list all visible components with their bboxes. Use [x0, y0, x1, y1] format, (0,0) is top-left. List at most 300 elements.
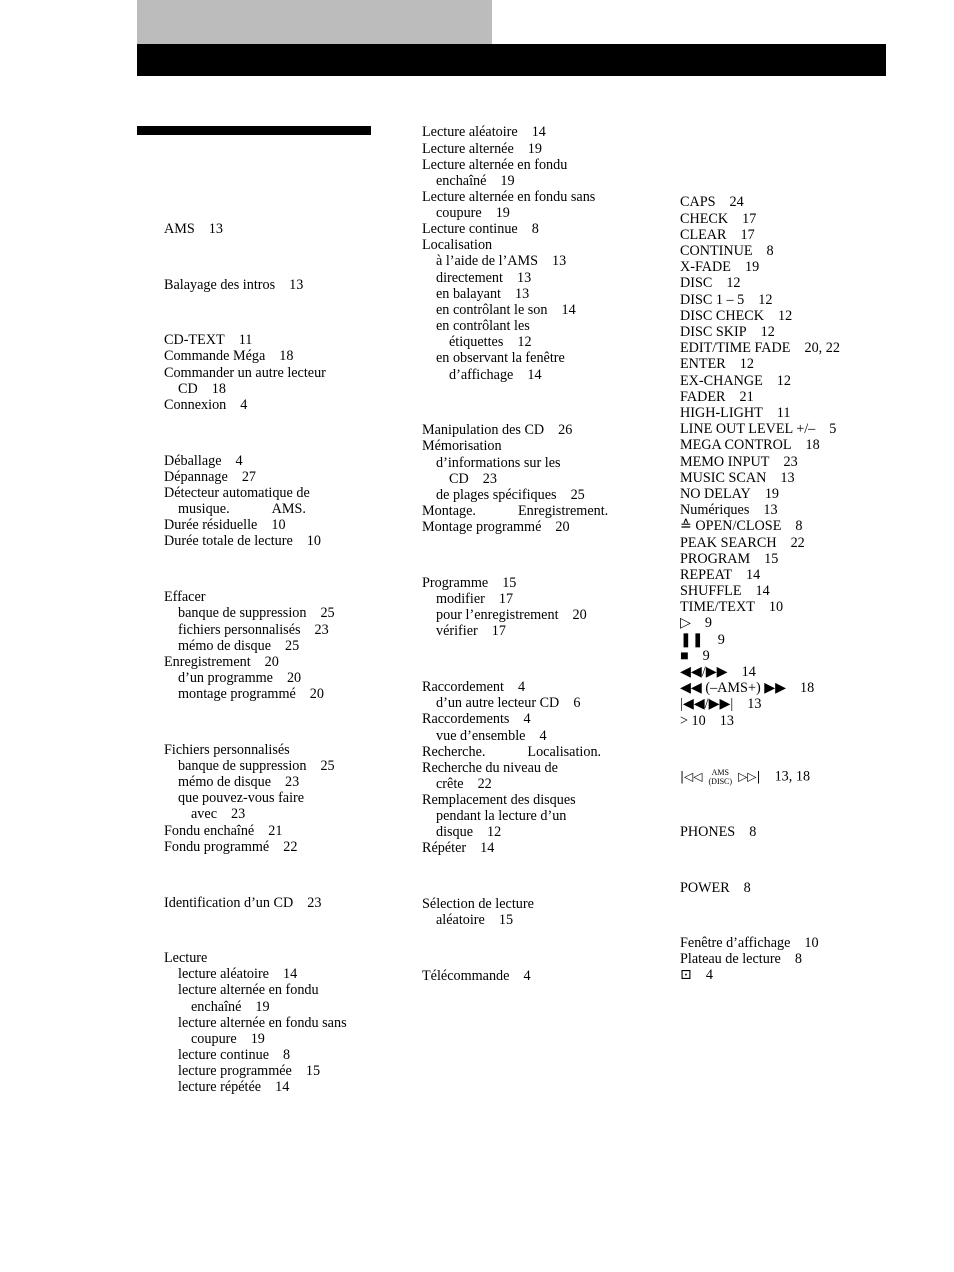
entry-term: à l’aide de l’AMS: [436, 253, 539, 269]
index-entry: [422, 141, 542, 157]
index-entry: [680, 648, 710, 664]
index-entry: [680, 308, 792, 324]
entry-term: Dépannage: [164, 469, 228, 485]
entry-pages: 23: [482, 471, 497, 487]
entry-term: PEAK SEARCH: [680, 535, 777, 551]
entry-pages: 25: [320, 758, 335, 774]
entry-term: Commander un autre lecteur: [164, 365, 326, 381]
entry-term: enchaîné: [436, 173, 487, 189]
entry-term: Enregistrement: [164, 654, 251, 670]
index-entry: [422, 575, 516, 591]
entry-pages: 23: [231, 806, 246, 822]
entry-term: Fondu programmé: [164, 839, 270, 855]
index-entry: [422, 157, 567, 173]
entry-term: Fondu enchaîné: [164, 823, 255, 839]
entry-term: Lecture aléatoire: [422, 124, 518, 140]
entry-term: Recherche du niveau de: [422, 760, 558, 776]
entry-pages: 14: [480, 840, 495, 856]
index-entry: [436, 912, 513, 928]
entry-pages: 19: [250, 1031, 265, 1047]
index-entry: [164, 895, 321, 911]
entry-term: SHUFFLE: [680, 583, 742, 599]
entry-pages: 15: [305, 1063, 321, 1079]
entry-term: lecture programmée: [178, 1063, 292, 1079]
index-entry: [680, 599, 783, 615]
entry-term: Localisation: [422, 237, 493, 253]
entry-pages: 23: [285, 774, 300, 790]
entry-term: mémo de disque: [178, 638, 271, 654]
entry-pages: 13: [747, 696, 762, 712]
entry-pages: 11: [776, 405, 791, 421]
entry-term: en observant la fenêtre: [436, 350, 565, 366]
index-entry: [436, 808, 566, 824]
entry-pages: 18: [805, 437, 820, 453]
entry-term: MUSIC SCAN: [680, 470, 767, 486]
index-entry: [680, 567, 760, 583]
entry-term: Recherche.: [422, 744, 486, 760]
index-entry: [436, 253, 566, 269]
entry-term: Lecture: [164, 950, 208, 966]
entry-pages: 20, 22: [804, 340, 840, 356]
index-entry: [436, 350, 565, 366]
entry-pages: 14: [755, 583, 770, 599]
index-entry: [178, 381, 226, 397]
entry-pages: 9: [702, 648, 710, 664]
entry-term: en contrôlant le son: [436, 302, 548, 318]
index-entry: [680, 664, 756, 680]
entry-pages: 24: [729, 194, 744, 210]
entry-term: coupure: [191, 1031, 237, 1047]
entry-pages: 17: [491, 623, 506, 639]
index-entry: [422, 711, 531, 727]
entry-pages: 25: [285, 638, 300, 654]
entry-term: étiquettes: [449, 334, 504, 350]
index-entry: [436, 607, 587, 623]
index-entry: [422, 840, 494, 856]
entry-term: pour l’enregistrement: [436, 607, 559, 623]
index-entry: [449, 367, 542, 383]
entry-term: lecture répétée: [178, 1079, 262, 1095]
entry-pages: 13: [516, 270, 532, 286]
index-entry: [680, 470, 795, 486]
index-entry: [164, 533, 321, 549]
entry-pages: 8: [743, 880, 751, 896]
index-entry: [164, 348, 293, 364]
entry-pages: 21: [739, 389, 754, 405]
entry-pages: 10: [768, 599, 784, 615]
entry-term: Raccordements: [422, 711, 510, 727]
index-entry: [436, 824, 501, 840]
section-rule: [137, 126, 371, 135]
index-entry: [422, 189, 595, 205]
header-tab: [137, 0, 492, 44]
entry-pages: 13: [289, 277, 304, 293]
entry-term: NO DELAY: [680, 486, 751, 502]
entry-pages: 18: [211, 381, 226, 397]
entry-term: DISC 1 – 5: [680, 292, 745, 308]
entry-pages: 14: [741, 664, 756, 680]
entry-pages: 4: [240, 397, 248, 413]
entry-term: en balayant: [436, 286, 501, 302]
entry-pages: 22: [477, 776, 492, 792]
index-entry: [178, 1063, 320, 1079]
entry-pages: 13, 18: [774, 768, 811, 785]
index-entry: [436, 591, 513, 607]
entry-pages: 14: [746, 567, 761, 583]
index-entry: [164, 517, 286, 533]
entry-term: PROGRAM: [680, 551, 751, 567]
entry-term: Lecture alternée: [422, 141, 514, 157]
ams-disc-entry: [680, 768, 810, 786]
entry-term: de plages spécifiques: [436, 487, 557, 503]
index-entry: [422, 679, 525, 695]
index-entry: [191, 806, 245, 822]
entry-pages: 13: [515, 286, 530, 302]
index-entry: [178, 1047, 290, 1063]
entry-pages: 23: [783, 454, 798, 470]
entry-term: aléatoire: [436, 912, 485, 928]
index-entry: [178, 670, 301, 686]
index-entry: [680, 632, 725, 648]
entry-pages: 13: [208, 221, 223, 237]
entry-term: Programme: [422, 575, 489, 591]
entry-pages: 12: [758, 292, 773, 308]
entry-pages: 12: [487, 824, 502, 840]
entry-pages: 8: [795, 518, 803, 534]
entry-term: Détecteur automatique de: [164, 485, 310, 501]
entry-pages: 4: [235, 453, 243, 469]
index-entry: [191, 1031, 265, 1047]
entry-pages: 14: [527, 367, 542, 383]
entry-term: CD-TEXT: [164, 332, 225, 348]
index-entry: [422, 438, 502, 454]
entry-term: Effacer: [164, 589, 206, 605]
entry-pages: 19: [500, 173, 515, 189]
ams-disc-label: AMS (DISC): [708, 768, 733, 786]
entry-term: coupure: [436, 205, 482, 221]
index-entry: [178, 966, 297, 982]
entry-term: CONTINUE: [680, 243, 753, 259]
entry-pages: 10: [804, 935, 819, 951]
entry-term: REPEAT: [680, 567, 733, 583]
entry-pages: 15: [502, 575, 517, 591]
entry-term: Remplacement des disques: [422, 792, 576, 808]
index-entry: [680, 324, 775, 340]
entry-term: pendant la lecture d’un: [436, 808, 567, 824]
entry-pages: 10: [306, 533, 321, 549]
index-entry: [680, 227, 755, 243]
index-entry: [680, 502, 778, 518]
entry-term: d’un programme: [178, 670, 273, 686]
index-entry: [178, 1015, 347, 1031]
entry-pages: 12: [777, 308, 793, 324]
entry-pages: 17: [498, 591, 514, 607]
index-entry: [164, 332, 252, 348]
entry-pages: Localisation.: [527, 744, 602, 760]
next-icon: ▷▷|: [738, 769, 761, 784]
entry-term: POWER: [680, 880, 730, 896]
index-entry: [164, 277, 303, 293]
index-entry: [680, 389, 754, 405]
entry-pages: 9: [704, 615, 713, 631]
index-entry: [178, 501, 306, 517]
entry-term: DISC SKIP: [680, 324, 747, 340]
entry-term: |◀◀/▶▶|: [680, 696, 734, 712]
entry-term: X-FADE: [680, 259, 731, 275]
index-entry: [164, 469, 256, 485]
entry-term: Télécommande: [422, 968, 510, 984]
entry-pages: 14: [561, 302, 576, 318]
index-entry: [422, 896, 534, 912]
index-entry: [680, 437, 820, 453]
index-entry: [422, 760, 558, 776]
index-entry: [422, 519, 570, 535]
entry-term: Durée résiduelle: [164, 517, 258, 533]
entry-term: CD: [178, 381, 198, 397]
entry-pages: 20: [286, 670, 302, 686]
entry-pages: 8: [794, 951, 802, 967]
index-entry: [164, 453, 243, 469]
entry-pages: 12: [776, 373, 791, 389]
entry-term: ❚❚: [680, 632, 704, 648]
entry-pages: 25: [570, 487, 585, 503]
entry-term: disque: [436, 824, 474, 840]
index-entry: [178, 774, 299, 790]
entry-term: EX-CHANGE: [680, 373, 763, 389]
index-entry: [164, 839, 297, 855]
entry-term: vue d’ensemble: [436, 728, 526, 744]
entry-term: Mémorisation: [422, 438, 502, 454]
entry-pages: 12: [517, 334, 532, 350]
index-entry: [178, 605, 335, 621]
entry-term: crête: [436, 776, 464, 792]
entry-pages: 18: [279, 348, 294, 364]
entry-pages: 23: [307, 895, 322, 911]
entry-term: CAPS: [680, 194, 716, 210]
index-entry: [422, 744, 601, 760]
entry-term: AMS: [164, 221, 195, 237]
index-entry: [422, 792, 576, 808]
entry-term: EDIT/TIME FADE: [680, 340, 791, 356]
index-entry: [680, 824, 756, 840]
entry-term: HIGH-LIGHT: [680, 405, 763, 421]
entry-term: Montage.: [422, 503, 476, 519]
entry-pages: 4: [539, 728, 547, 744]
entry-pages: 5: [829, 421, 837, 437]
entry-pages: 13: [763, 502, 778, 518]
index-entry: [436, 302, 576, 318]
entry-term: Manipulation des CD: [422, 422, 545, 438]
entry-pages: 19: [255, 999, 270, 1015]
index-entry: [422, 237, 492, 253]
index-entry: [680, 259, 759, 275]
prev-icon: |◁◁: [680, 769, 703, 784]
entry-term: ≙ OPEN/CLOSE: [680, 518, 782, 534]
index-entry: [680, 405, 790, 421]
entry-pages: 20: [309, 686, 324, 702]
index-entry: [680, 518, 802, 534]
index-entry: [178, 622, 329, 638]
entry-pages: 8: [531, 221, 539, 237]
index-entry: [422, 221, 539, 237]
index-entry: [436, 455, 561, 471]
index-entry: [680, 292, 772, 308]
entry-term: Fenêtre d’affichage: [680, 935, 791, 951]
index-entry: [680, 356, 754, 372]
entry-pages: 18: [800, 680, 815, 696]
entry-term: banque de suppression: [178, 605, 307, 621]
index-entry: [164, 365, 326, 381]
entry-term: CHECK: [680, 211, 729, 227]
index-entry: [680, 373, 791, 389]
entry-term: MEMO INPUT: [680, 454, 770, 470]
index-entry: [680, 194, 744, 210]
entry-term: Connexion: [164, 397, 227, 413]
entry-term: Montage programmé: [422, 519, 542, 535]
index-entry: [178, 1079, 289, 1095]
entry-term: ENTER: [680, 356, 726, 372]
index-entry: [164, 950, 207, 966]
entry-pages: 19: [764, 486, 779, 502]
index-entry: [680, 243, 774, 259]
entry-term: mémo de disque: [178, 774, 271, 790]
index-entry: [164, 485, 310, 501]
entry-pages: 6: [573, 695, 581, 711]
index-entry: [680, 421, 836, 437]
index-entry: [680, 680, 814, 696]
index-entry: [449, 334, 532, 350]
entry-term: Sélection de lecture: [422, 896, 534, 912]
entry-term: banque de suppression: [178, 758, 307, 774]
entry-term: lecture aléatoire: [178, 966, 269, 982]
entry-term: enchaîné: [191, 999, 242, 1015]
index-entry: [178, 790, 304, 806]
entry-pages: 25: [320, 605, 335, 621]
entry-term: d’affichage: [449, 367, 514, 383]
entry-term: Fichiers personnalisés: [164, 742, 290, 758]
entry-term: Plateau de lecture: [680, 951, 781, 967]
index-entry: [436, 623, 506, 639]
index-entry: [422, 968, 531, 984]
index-entry: [680, 211, 756, 227]
index-entry: [164, 397, 247, 413]
index-entry: [436, 205, 510, 221]
entry-term: musique.: [178, 501, 230, 517]
entry-pages: 19: [495, 205, 510, 221]
index-entry: [164, 654, 279, 670]
index-entry: [178, 982, 319, 998]
entry-pages: 15: [764, 551, 779, 567]
index-entry: [680, 880, 751, 896]
entry-pages: 19: [744, 259, 760, 275]
index-entry: [422, 124, 546, 140]
index-entry: [164, 221, 223, 237]
index-entry: [178, 638, 299, 654]
entry-pages: 14: [531, 124, 546, 140]
entry-pages: 27: [241, 469, 256, 485]
entry-pages: 13: [552, 253, 567, 269]
entry-term: avec: [191, 806, 217, 822]
entry-pages: 12: [726, 275, 741, 291]
index-entry: [680, 935, 819, 951]
entry-pages: 26: [558, 422, 573, 438]
index-entry: [164, 823, 282, 839]
index-entry: [680, 275, 741, 291]
index-entry: [436, 318, 530, 334]
entry-term: lecture alternée en fondu sans: [178, 1015, 347, 1031]
entry-term: Commande Méga: [164, 348, 266, 364]
entry-term: CLEAR: [680, 227, 727, 243]
entry-term: CD: [449, 471, 469, 487]
index-entry: [680, 486, 779, 502]
entry-term: ■: [680, 648, 689, 664]
entry-term: d’un autre lecteur CD: [436, 695, 560, 711]
index-entry: [436, 173, 515, 189]
entry-pages: 12: [760, 324, 775, 340]
entry-pages: 14: [282, 966, 298, 982]
entry-pages: 15: [498, 912, 514, 928]
entry-term: Numériques: [680, 502, 750, 518]
index-entry: [680, 340, 840, 356]
index-entry: [680, 583, 770, 599]
entry-term: PHONES: [680, 824, 736, 840]
entry-pages: 4: [523, 711, 531, 727]
entry-term: montage programmé: [178, 686, 296, 702]
entry-term: MEGA CONTROL: [680, 437, 792, 453]
entry-term: fichiers personnalisés: [178, 622, 301, 638]
entry-term: ⊡: [680, 967, 692, 983]
entry-pages: 23: [314, 622, 329, 638]
entry-pages: 9: [717, 632, 725, 648]
index-entry: [436, 728, 547, 744]
index-entry: [436, 286, 529, 302]
entry-term: Balayage des intros: [164, 277, 276, 293]
entry-term: directement: [436, 270, 503, 286]
entry-pages: 11: [238, 332, 253, 348]
entry-pages: 20: [264, 654, 279, 670]
entry-pages: 22: [790, 535, 805, 551]
index-entry: [436, 776, 492, 792]
index-entry: [191, 999, 270, 1015]
entry-term: TIME/TEXT: [680, 599, 755, 615]
index-entry: [680, 535, 805, 551]
index-entry: [422, 503, 608, 519]
entry-pages: AMS.: [271, 501, 306, 517]
index-entry: [680, 615, 712, 631]
entry-term: Lecture alternée en fondu: [422, 157, 568, 173]
entry-term: Lecture alternée en fondu sans: [422, 189, 596, 205]
entry-term: Raccordement: [422, 679, 504, 695]
entry-pages: 17: [740, 227, 755, 243]
entry-term: DISC: [680, 275, 713, 291]
index-entry: [436, 695, 580, 711]
header-bar: [137, 44, 886, 76]
entry-term: lecture continue: [178, 1047, 269, 1063]
index-entry: [164, 742, 290, 758]
entry-pages: Enregistrement.: [517, 503, 609, 519]
entry-term: Répéter: [422, 840, 467, 856]
entry-term: modifier: [436, 591, 485, 607]
index-entry: [680, 551, 778, 567]
index-entry: [680, 951, 802, 967]
index-entry: [680, 967, 713, 983]
entry-term: FADER: [680, 389, 726, 405]
entry-pages: 8: [749, 824, 757, 840]
entry-pages: 4: [523, 968, 531, 984]
index-entry: [164, 589, 205, 605]
entry-term: en contrôlant les: [436, 318, 530, 334]
entry-pages: 20: [555, 519, 570, 535]
